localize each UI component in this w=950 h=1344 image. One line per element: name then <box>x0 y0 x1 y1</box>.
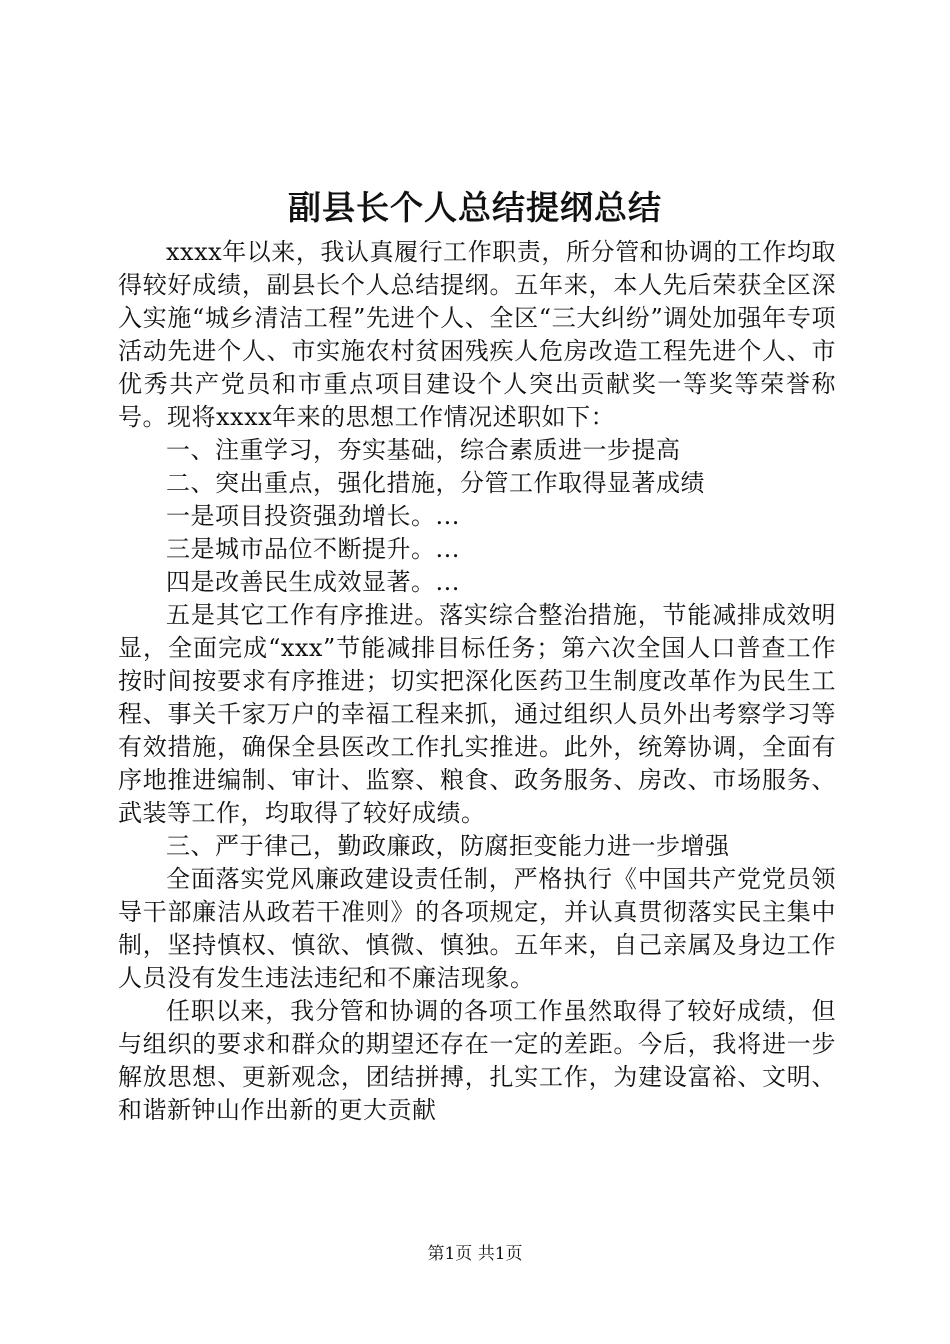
section-heading-2: 二、突出重点，强化措施，分管工作取得显著成绩 <box>166 469 705 497</box>
paragraph-integrity: 全面落实党风廉政建设责任制，严格执行《中国共产党党员领导干部廉洁从政若干准则》的各项规定，并认真贯彻落实民主集中制，坚持慎权、慎欲、慎微、慎独。五年来，自己亲属及身边工作人员没有发生违法违纪和不廉洁现象。 <box>118 865 836 992</box>
paragraph-intro: xxxx年以来，我认真履行工作职责，所分管和协调的工作均取得较好成绩，副县长个人总结提纲。五年来，本人先后荣获全区深入实施“城乡清洁工程”先进个人、全区“三大纠纷”调处加强年专项活动先进个人、市实施农村贫困残疾人危房改造工程先进个人、市优秀共产党员和市重点项目建设个人突出贡献奖一等奖等荣誉称号。现将xxxx年来的思想工作情况述职如下： <box>118 238 836 431</box>
list-item-1: 一是项目投资强劲增长。... <box>166 502 460 530</box>
page-footer: 第1页 共1页 <box>427 1244 523 1264</box>
section-heading-1: 一、注重学习，夯实基础，综合素质进一步提高 <box>166 436 681 464</box>
paragraph-conclusion: 任职以来，我分管和协调的各项工作虽然取得了较好成绩，但与组织的要求和群众的期望还存在一定的差距。今后，我将进一步解放思想、更新观念，团结拼搏，扎实工作，为建设富裕、文明、和谐新钟山作出新的更大贡献 <box>118 997 836 1124</box>
list-item-4: 四是改善民生成效显著。... <box>166 568 460 596</box>
list-item-5: 五是其它工作有序推进。落实综合整治措施，节能减排成效明显，全面完成“xxx”节能减排目标任务；第六次全国人口普查工作按时间按要求有序推进；切实把深化医药卫生制度改革作为民生工程、事关千家万户的幸福工程来抓，通过组织人员外出考察学习等有效措施，确保全县医改工作扎实推进。此外，统筹协调，全面有序地推进编制、审计、监察、粮食、政务服务、房改、市场服务、武装等工作，均取得了较好成绩。 <box>118 601 836 827</box>
document-title: 副县长个人总结提纲总结 <box>288 188 662 227</box>
section-heading-3: 三、严于律己，勤政廉政，防腐拒变能力进一步增强 <box>166 832 730 860</box>
list-item-3: 三是城市品位不断提升。... <box>166 535 460 563</box>
document-body <box>118 236 836 1127</box>
